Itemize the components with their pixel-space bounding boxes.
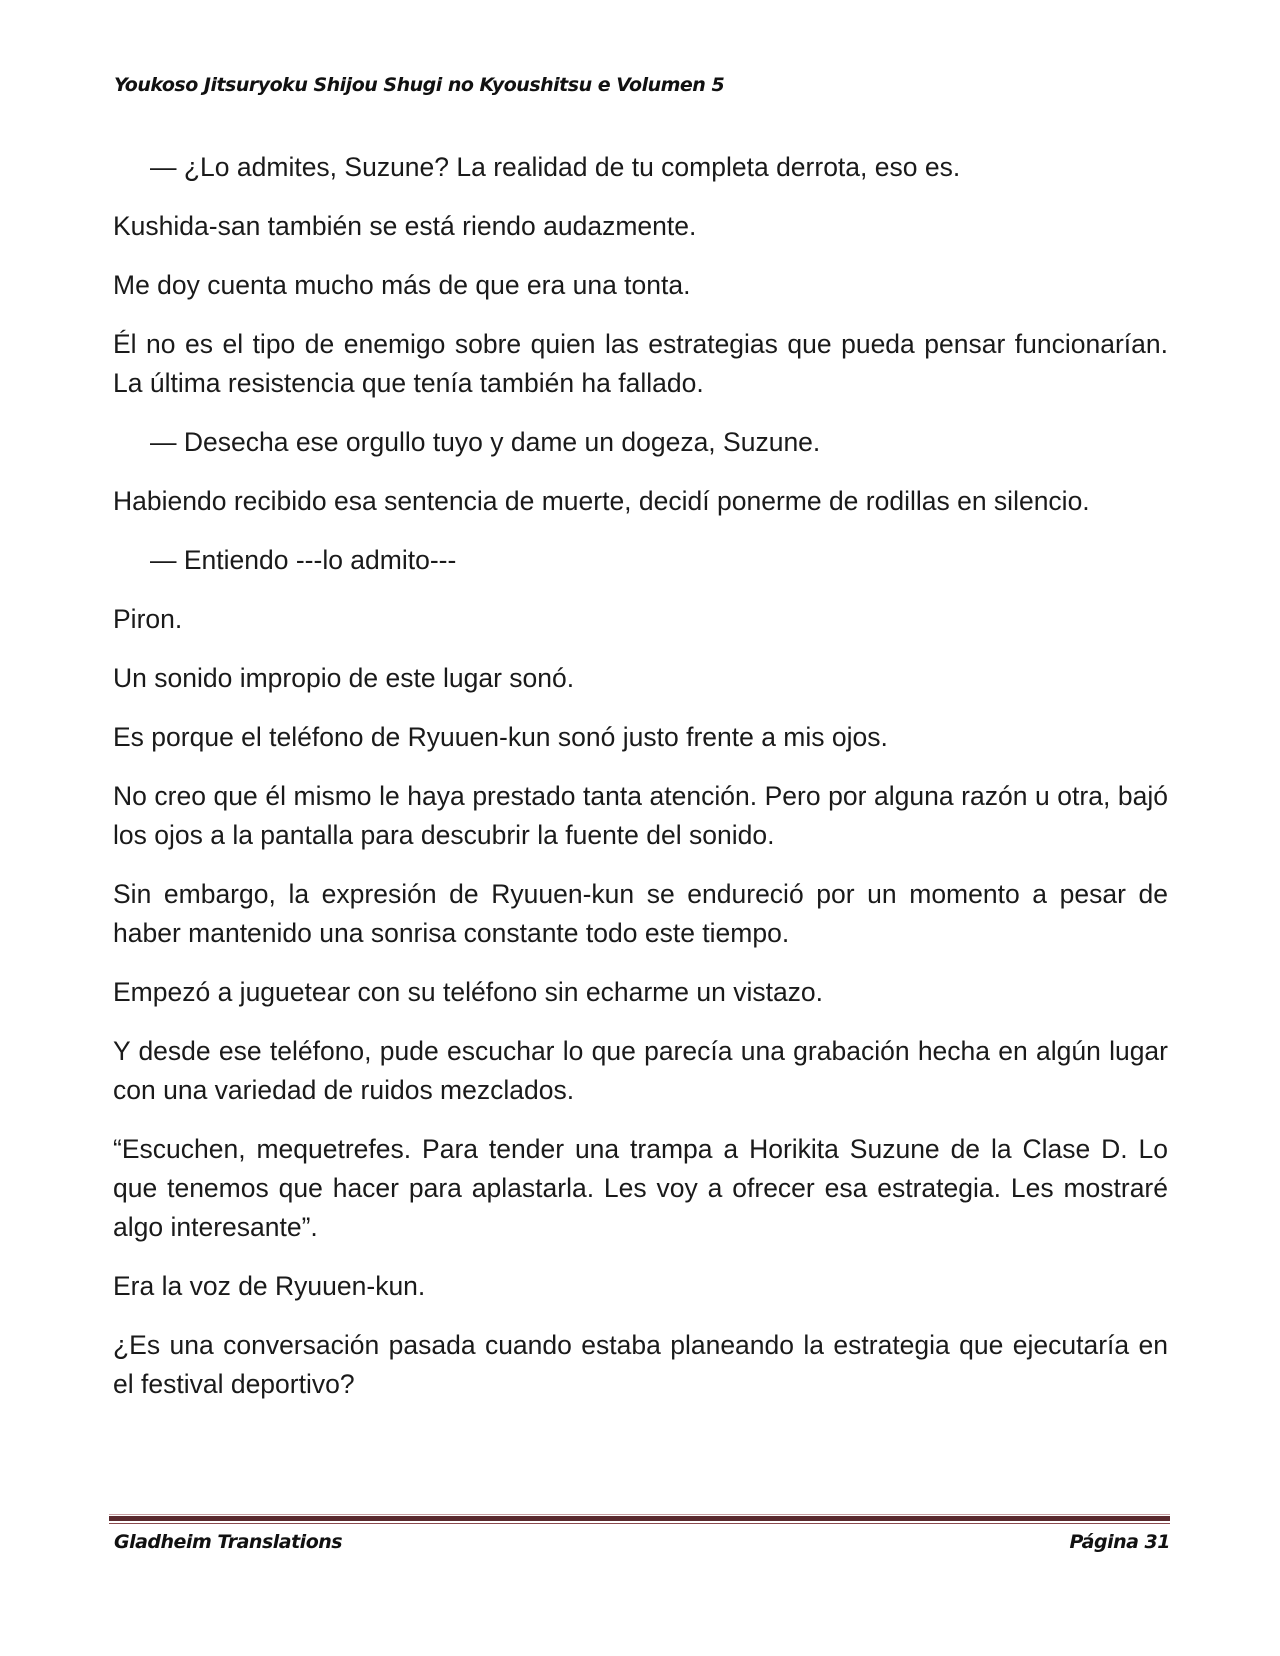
paragraph: Y desde ese teléfono, pude escuchar lo que parecía una grabación hecha en algún lugar con una variedad de ruidos mezclados. bbox=[113, 1036, 1168, 1105]
footer-rule-light bbox=[109, 1514, 1170, 1515]
paragraph: — ¿Lo admites, Suzune? La realidad de tu completa derrota, eso es. bbox=[150, 152, 961, 182]
paragraph: Empezó a juguetear con su teléfono sin echarme un vistazo. bbox=[113, 977, 824, 1007]
page-body bbox=[113, 148, 1168, 1424]
page-number: Página 31 bbox=[1069, 1531, 1170, 1553]
paragraph: No creo que él mismo le haya prestado tanta atención. Pero por alguna razón u otra, bajó los ojos a la pantalla para descubrir la fuente del sonido. bbox=[113, 781, 1168, 850]
paragraph: ¿Es una conversación pasada cuando estaba planeando la estrategia que ejecutaría en el festival deportivo? bbox=[113, 1330, 1168, 1399]
running-header: Youkoso Jitsuryoku Shijou Shugi no Kyoushitsu e Volumen 5 bbox=[114, 74, 725, 96]
paragraph: — Desecha ese orgullo tuyo y dame un dogeza, Suzune. bbox=[150, 427, 821, 457]
footer-rule bbox=[109, 1516, 1170, 1521]
paragraph: Habiendo recibido esa sentencia de muerte, decidí ponerme de rodillas en silencio. bbox=[113, 486, 1090, 516]
footer-rule-thin bbox=[109, 1523, 1170, 1524]
paragraph: Era la voz de Ryuuen-kun. bbox=[113, 1271, 426, 1301]
paragraph: Me doy cuenta mucho más de que era una tonta. bbox=[113, 270, 691, 300]
paragraph: “Escuchen, mequetrefes. Para tender una trampa a Horikita Suzune de la Clase D. Lo que tenemos que hacer para aplastarla. Les voy a ofrecer esa estrategia. Les mostraré algo interesante”. bbox=[113, 1134, 1168, 1242]
paragraph: Sin embargo, la expresión de Ryuuen-kun se endureció por un momento a pesar de haber mantenido una sonrisa constante todo este tiempo. bbox=[113, 879, 1168, 948]
footer-translator: Gladheim Translations bbox=[114, 1531, 343, 1553]
paragraph: Él no es el tipo de enemigo sobre quien las estrategias que pueda pensar funcionarían. La última resistencia que tenía también ha fallado. bbox=[113, 329, 1168, 398]
paragraph: Kushida-san también se está riendo audazmente. bbox=[113, 211, 697, 241]
paragraph: Piron. bbox=[113, 604, 183, 634]
paragraph: Un sonido impropio de este lugar sonó. bbox=[113, 663, 575, 693]
paragraph: Es porque el teléfono de Ryuuen-kun sonó justo frente a mis ojos. bbox=[113, 722, 888, 752]
paragraph: — Entiendo ---lo admito--- bbox=[150, 545, 457, 575]
